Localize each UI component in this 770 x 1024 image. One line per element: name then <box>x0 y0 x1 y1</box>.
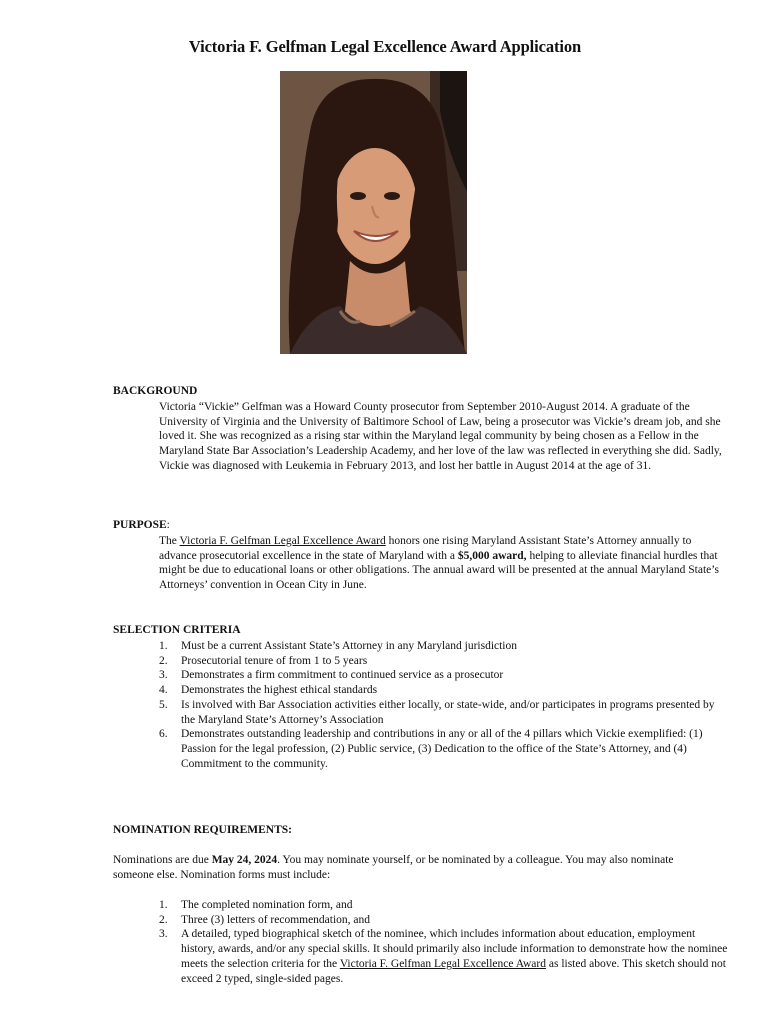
list-text: A detailed, typed biographical sketch of the nominee, which includes information about education, employment history, awards, and/or any special skills. It should primarily also include information to demonstrate how the nominee meets the selection criteria for the <box>181 928 728 970</box>
list-text: The completed nomination form, and <box>181 899 353 911</box>
list-item <box>159 668 729 683</box>
due-date: May 24, 2024 <box>211 854 278 866</box>
nomination-intro-post: . You may nominate yourself, or be nominated by a colleague. You may also nominate someone else. Nomination forms must include: <box>113 854 674 881</box>
list-number: 2. <box>159 913 168 926</box>
list-number: 1. <box>159 640 168 652</box>
list-item <box>159 913 729 928</box>
list-item <box>159 683 729 698</box>
list-text-post: as listed above. This sketch should not exceed 2 typed, single-sided pages. <box>181 957 726 985</box>
nomination-intro <box>113 853 713 883</box>
list-text: Demonstrates a firm commitment to continued service as a prosecutor <box>181 669 504 682</box>
list-text: Must be a current Assistant State’s Attorney in any Maryland jurisdiction <box>181 640 518 652</box>
list-item <box>159 639 729 654</box>
list-text: Demonstrates the highest ethical standards <box>181 684 378 697</box>
purpose-heading <box>113 519 170 531</box>
background-text: Victoria “Vickie” Gelfman was a Howard County prosecutor from September 2010-August 2014. A graduate of the University of Virginia and the University of Baltimore School of Law, being a prosecutor was Vickie’s dream job, and she loved it. She was recognized as a rising star within the Maryland legal community by being chosen as a Fellow in the Maryland State Bar Association’s Leadership Academy, and her love of the law was reflected in everything she did. Sadly, Vickie was diagnosed with Leukemia in February 2013, and lost her battle in August 2014 at the age of 31. <box>159 401 722 472</box>
document-title: Victoria F. Gelfman Legal Excellence Award Application <box>188 37 582 56</box>
background-heading: BACKGROUND <box>113 385 198 397</box>
award-amount: $5,000 award, <box>457 549 527 562</box>
nomination-requirements-list <box>159 898 729 986</box>
list-number: 5. <box>159 698 168 711</box>
list-item <box>159 654 729 669</box>
list-number: 6. <box>159 728 168 741</box>
list-item <box>159 898 729 913</box>
purpose-post: helping to alleviate financial hurdles that might be due to educational loans or other obligations. The annual award will be presented at the annual Maryland State’s Attorneys’ convention in Ocean City in June. <box>159 549 719 592</box>
purpose-mid: honors one rising Maryland Assistant State’s Attorney annually to advance prosecutorial excellence in the state of Maryland with a <box>159 535 692 562</box>
list-text: Prosecutorial tenure of from 1 to 5 years <box>181 654 368 667</box>
list-item <box>159 927 729 986</box>
list-number: 3. <box>159 669 168 682</box>
portrait-illustration <box>280 71 467 354</box>
award-name-link[interactable]: Victoria F. Gelfman Legal Excellence Award <box>179 535 386 547</box>
list-item <box>159 727 729 771</box>
list-number: 1. <box>159 899 168 911</box>
purpose-text <box>159 534 729 593</box>
purpose-heading-colon: : <box>166 519 170 531</box>
purpose-heading-label: PURPOSE <box>113 519 167 531</box>
list-text: Is involved with Bar Association activities either locally, or state-wide, and/or participates in programs presented by the Maryland State’s Attorney’s Association <box>181 698 715 726</box>
list-item <box>159 698 729 727</box>
award-name-link[interactable]: Victoria F. Gelfman Legal Excellence Award <box>339 957 546 970</box>
list-text: Three (3) letters of recommendation, and <box>181 913 371 926</box>
list-number: 3. <box>159 928 168 941</box>
nomination-heading: NOMINATION REQUIREMENTS: <box>113 824 293 836</box>
nomination-intro-pre: Nominations are due <box>113 854 212 866</box>
list-number: 4. <box>159 684 168 697</box>
selection-criteria-list <box>159 639 729 771</box>
list-number: 2. <box>159 654 168 667</box>
portrait-photo <box>280 71 467 354</box>
purpose-pre: The <box>159 535 180 547</box>
selection-heading: SELECTION CRITERIA <box>113 624 241 636</box>
list-text: Demonstrates outstanding leadership and contributions in any or all of the 4 pillars which Vickie exemplified: (1) Passion for the legal profession, (2) Public service, (3) Dedication to the office of the State’s Attorney, and (4) Commitment to the community. <box>181 728 703 770</box>
